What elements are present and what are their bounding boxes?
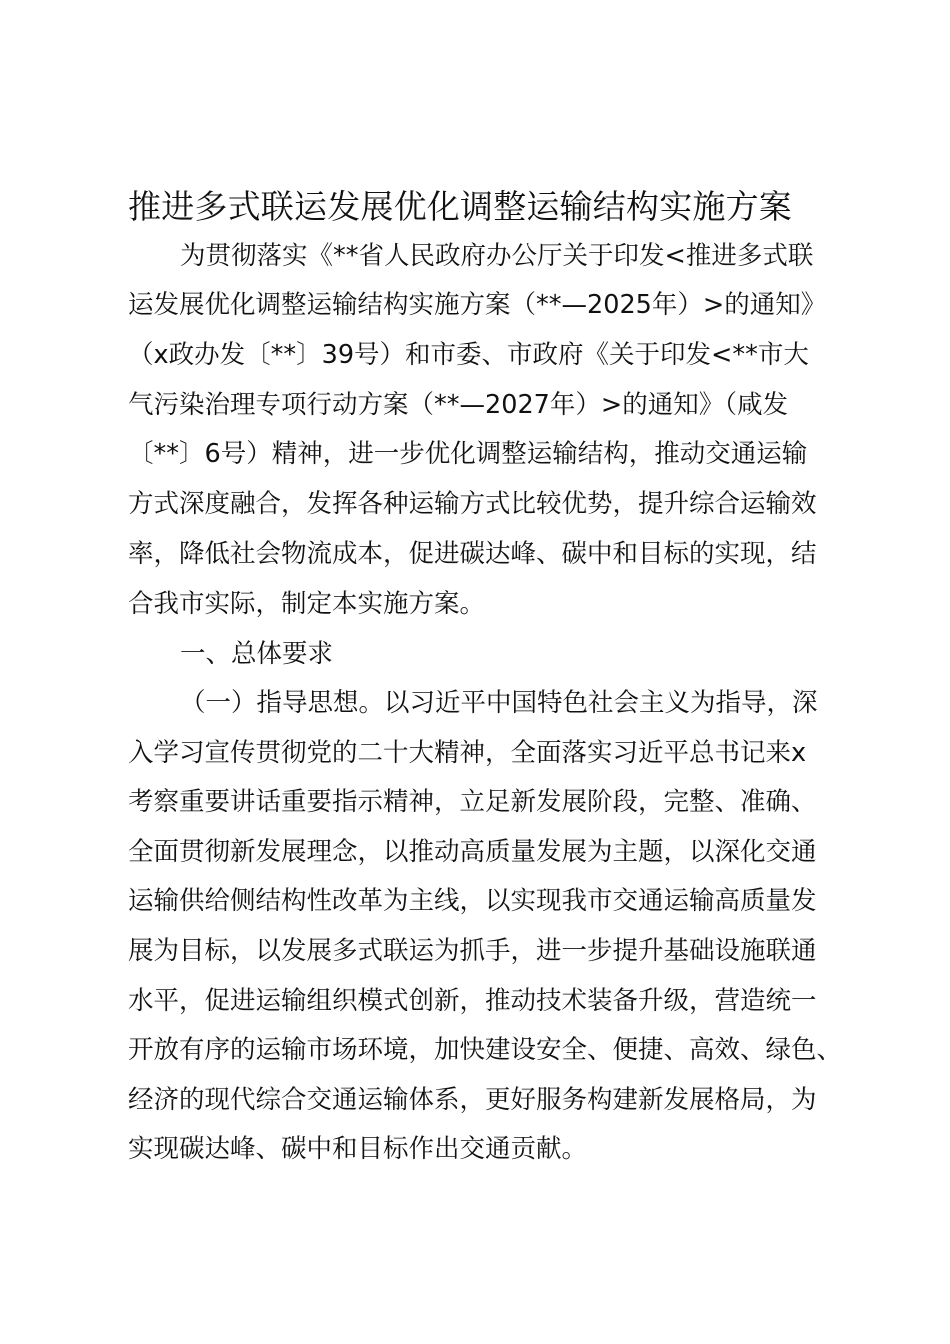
paragraph-intro-line-2: 运发展优化调整运输结构实施方案（**—2025年）>的通知》 <box>128 290 827 320</box>
paragraph-guiding-line-7: 水平，促进运输组织模式创新，推动技术装备升级，营造统一 <box>128 986 817 1016</box>
paragraph-guiding-line-10: 实现碳达峰、碳中和目标作出交通贡献。 <box>128 1134 588 1164</box>
paragraph-guiding-line-5: 运输供给侧结构性改革为主线，以实现我市交通运输高质量发 <box>128 886 817 916</box>
paragraph-intro-line-8: 合我市实际，制定本实施方案。 <box>128 589 486 619</box>
section-heading-general-requirements: 一、总体要求 <box>180 639 334 669</box>
paragraph-guiding-line-4: 全面贯彻新发展理念，以推动高质量发展为主题，以深化交通 <box>128 837 817 867</box>
paragraph-guiding-line-3: 考察重要讲话重要指示精神，立足新发展阶段，完整、准确、 <box>128 787 817 817</box>
paragraph-guiding-line-1: （一）指导思想。以习近平中国特色社会主义为指导，深 <box>180 688 818 718</box>
paragraph-guiding-line-8: 开放有序的运输市场环境，加快建设安全、便捷、高效、绿色、 <box>128 1035 843 1065</box>
paragraph-intro-line-4: 气污染治理专项行动方案（**—2027年）>的通知》（咸发 <box>128 390 789 420</box>
paragraph-intro-line-5: 〔**〕6号）精神，进一步优化调整运输结构，推动交通运输 <box>128 439 808 469</box>
paragraph-intro-line-1: 为贯彻落实《**省人民政府办公厅关于印发<推进多式联 <box>180 241 814 271</box>
document-title: 推进多式联运发展优化调整运输结构实施方案 <box>128 187 792 226</box>
paragraph-guiding-line-6: 展为目标，以发展多式联运为抓手，进一步提升基础设施联通 <box>128 936 817 966</box>
paragraph-guiding-line-2: 入学习宣传贯彻党的二十大精神，全面落实习近平总书记来x <box>128 738 807 768</box>
paragraph-intro-line-3: （x政办发〔**〕39号）和市委、市政府《关于印发<**市大 <box>128 340 809 370</box>
paragraph-intro-line-7: 率，降低社会物流成本，促进碳达峰、碳中和目标的实现，结 <box>128 539 817 569</box>
paragraph-intro-line-6: 方式深度融合，发挥各种运输方式比较优势，提升综合运输效 <box>128 489 817 519</box>
paragraph-guiding-line-9: 经济的现代综合交通运输体系，更好服务构建新发展格局，为 <box>128 1085 817 1115</box>
